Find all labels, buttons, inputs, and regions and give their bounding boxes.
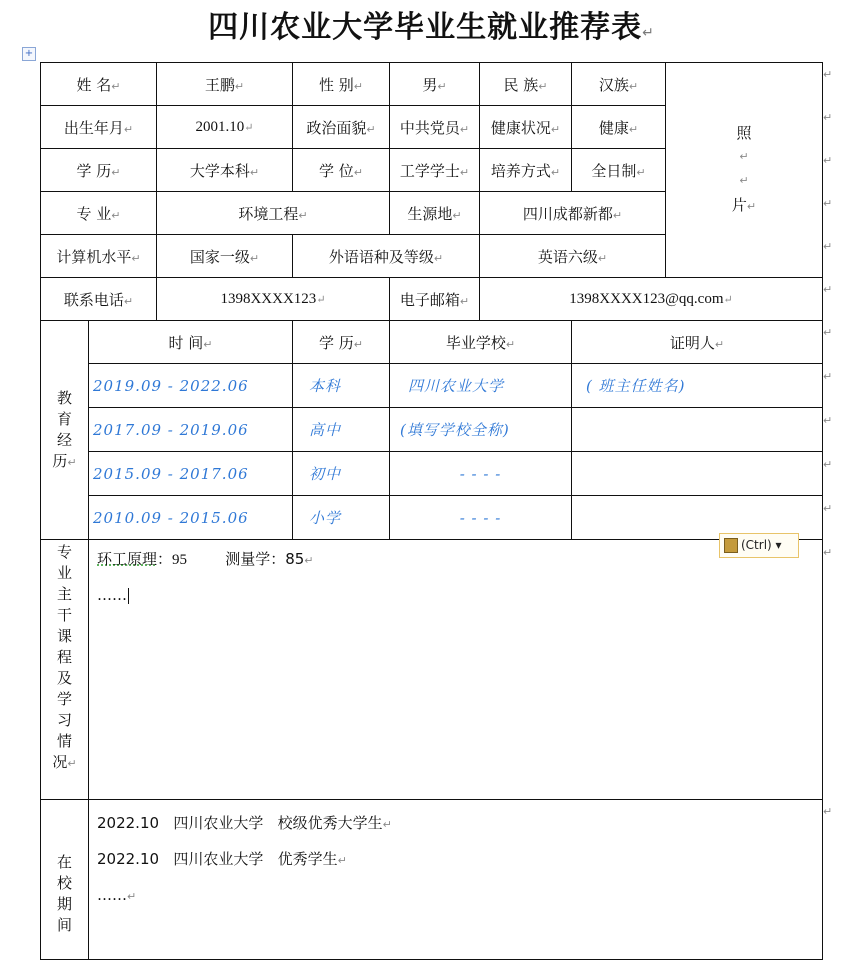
photo-label-top: 照	[736, 124, 752, 142]
education-degree[interactable]: 初中	[293, 452, 390, 496]
row-end-mark: ↵	[823, 502, 833, 515]
row-contact	[41, 278, 823, 321]
phone-value[interactable]: 1398XXXX123↵	[157, 278, 390, 321]
paragraph-mark: ↵	[642, 25, 655, 41]
training-value[interactable]: 全日制↵	[572, 149, 666, 192]
education-row	[41, 408, 823, 452]
origin-label: 生源地↵	[390, 192, 480, 235]
campus-ellipsis-line: ……↵	[97, 886, 137, 904]
ethnicity-label: 民 族↵	[480, 63, 572, 106]
phone-label: 联系电话↵	[41, 278, 157, 321]
paste-options-button[interactable]: (Ctrl) ▾	[719, 533, 799, 558]
campus-honor-item: 2022.10 四川农业大学 优秀学生↵	[97, 850, 347, 868]
name-label: 姓 名↵	[41, 63, 157, 106]
education-time[interactable]: 2017.09 - 2019.06	[89, 408, 293, 452]
row-end-mark: ↵	[823, 197, 833, 210]
campus-honor-item: 2022.10 四川农业大学 校级优秀大学生↵	[97, 814, 392, 832]
row-end-mark: ↵	[823, 326, 833, 339]
campus-section-label: 在 校 期 间	[41, 800, 89, 960]
row-end-mark: ↵	[823, 68, 833, 81]
computer-label: 计算机水平↵	[41, 235, 157, 278]
course-ellipsis-line: ……	[97, 586, 127, 604]
education-value[interactable]: 大学本科↵	[157, 149, 293, 192]
health-value[interactable]: 健康↵	[572, 106, 666, 149]
political-value[interactable]: 中共党员↵	[390, 106, 480, 149]
degree-label: 学 位↵	[293, 149, 390, 192]
education-section-label: 教 育 经 历↵	[41, 321, 89, 540]
education-degree[interactable]: 小学	[293, 496, 390, 540]
education-school[interactable]: 四川农业大学	[390, 364, 572, 408]
education-degree[interactable]: 高中	[293, 408, 390, 452]
education-witness[interactable]	[572, 452, 823, 496]
name-value[interactable]: 王鹏↵	[157, 63, 293, 106]
row-end-mark: ↵	[823, 283, 833, 296]
education-header-time: 时 间↵	[89, 321, 293, 364]
recommendation-form-table	[40, 62, 823, 960]
ethnicity-value[interactable]: 汉族↵	[572, 63, 666, 106]
education-school[interactable]: - - - -	[390, 496, 572, 540]
major-label: 专 业↵	[41, 192, 157, 235]
row-end-mark: ↵	[823, 111, 833, 124]
education-header-row	[41, 321, 823, 364]
health-label: 健康状况↵	[480, 106, 572, 149]
education-row	[41, 364, 823, 408]
education-witness[interactable]: ( 班主任姓名)	[572, 364, 823, 408]
text-cursor	[128, 588, 129, 604]
education-witness[interactable]	[572, 408, 823, 452]
email-label: 电子邮箱↵	[390, 278, 480, 321]
education-header-degree: 学 历↵	[293, 321, 390, 364]
row-end-mark: ↵	[823, 546, 833, 559]
birth-value[interactable]: 2001.10↵	[157, 106, 293, 149]
photo-label-bottom: 片↵	[731, 196, 757, 214]
title-text: 四川农业大学毕业生就业推荐表	[208, 10, 643, 45]
row-end-mark: ↵	[823, 805, 833, 818]
education-row	[41, 452, 823, 496]
email-value[interactable]: 1398XXXX123@qq.com↵	[480, 278, 823, 321]
education-row	[41, 496, 823, 540]
birth-label: 出生年月↵	[41, 106, 157, 149]
campus-row	[41, 800, 823, 960]
education-time[interactable]: 2010.09 - 2015.06	[89, 496, 293, 540]
row-end-mark: ↵	[823, 370, 833, 383]
foreign-value[interactable]: 英语六级↵	[480, 235, 666, 278]
campus-content[interactable]	[89, 800, 823, 960]
row-end-mark: ↵	[823, 414, 833, 427]
courses-section-label: 专 业 主 干 课 程 及 学 习 情 况↵	[41, 540, 89, 800]
political-label: 政治面貌↵	[293, 106, 390, 149]
row-name	[41, 63, 823, 106]
gender-value[interactable]: 男↵	[390, 63, 480, 106]
major-value[interactable]: 环境工程↵	[157, 192, 390, 235]
document-title	[0, 2, 863, 46]
table-move-handle-icon[interactable]: +	[22, 47, 36, 61]
row-end-mark: ↵	[823, 458, 833, 471]
clipboard-icon	[724, 538, 738, 553]
photo-cell[interactable]: 照 ↵ ↵ 片↵	[666, 63, 823, 278]
education-time[interactable]: 2015.09 - 2017.06	[89, 452, 293, 496]
gender-label: 性 别↵	[293, 63, 390, 106]
row-end-mark: ↵	[823, 154, 833, 167]
education-header-witness: 证明人↵	[572, 321, 823, 364]
education-school[interactable]: (填写学校全称)	[390, 408, 572, 452]
training-label: 培养方式↵	[480, 149, 572, 192]
course-name-1: 环工原理	[97, 550, 158, 568]
origin-value[interactable]: 四川成都新都↵	[480, 192, 666, 235]
degree-value[interactable]: 工学学士↵	[390, 149, 480, 192]
computer-value[interactable]: 国家一级↵	[157, 235, 293, 278]
foreign-label: 外语语种及等级↵	[293, 235, 480, 278]
courses-row	[41, 540, 823, 800]
course-scores-line: 环工原理：95 测量学：85↵	[97, 550, 314, 568]
education-degree[interactable]: 本科	[293, 364, 390, 408]
education-header-school: 毕业学校↵	[390, 321, 572, 364]
courses-content[interactable]	[89, 540, 823, 800]
education-label: 学 历↵	[41, 149, 157, 192]
education-time[interactable]: 2019.09 - 2022.06	[89, 364, 293, 408]
education-school[interactable]: - - - -	[390, 452, 572, 496]
row-end-mark: ↵	[823, 240, 833, 253]
course-entry-2: 测量学：85	[225, 550, 305, 568]
